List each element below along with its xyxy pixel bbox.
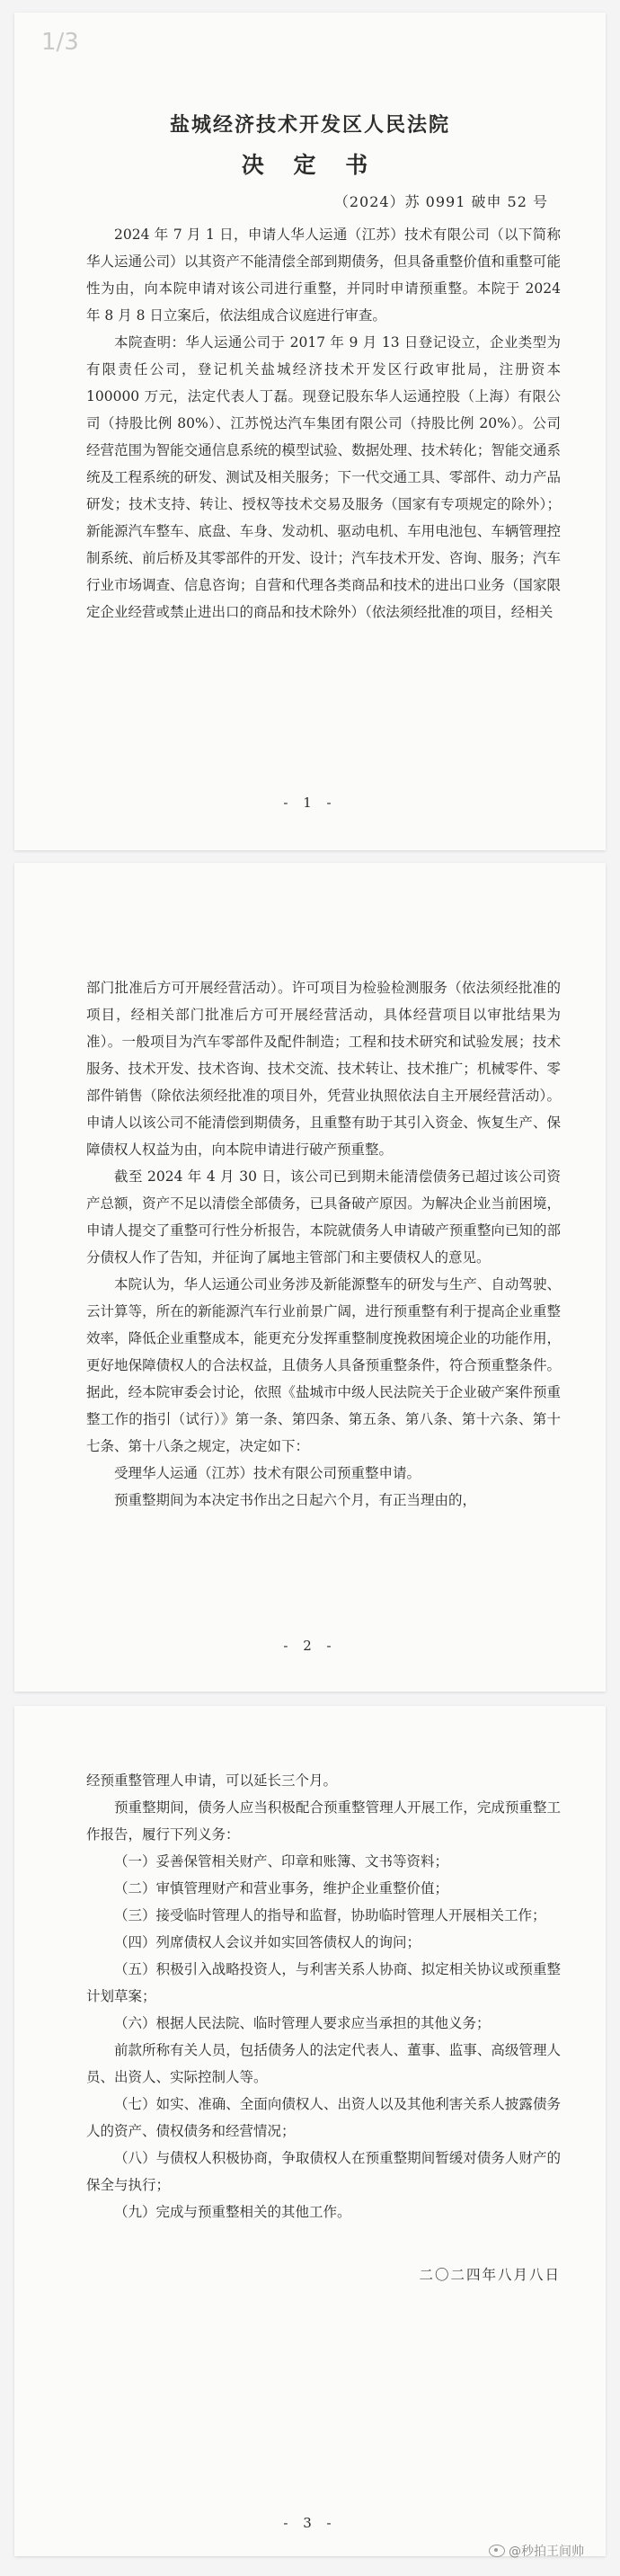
document-title: 决 定 书 xyxy=(241,152,379,178)
list-item: （一）妥善保管相关财产、印章和账簿、文书等资料； xyxy=(114,1853,449,1870)
paragraph: 本院认为，华人运通公司业务涉及新能源整车的研发与生产、自动驾驶、云计算等，所在的新能源汽车行业前景广阔，进行预重整有利于提高企业重整效率，降低企业重整成本，能更充分发挥重整制度挽救困境企业的功能作用，更好地保障债权人的合法权益，且债务人具备预重整条件，符合预重整条件。据此，经本院审委会讨论，依照《盐城市中级人民法院关于企业破产案件预重整工作的指引（试行）》第一条、第四条、第五条、第八条、第十六条、第十七条、第十八条之规定，决定如下： xyxy=(86,1276,561,1454)
weibo-icon xyxy=(489,2545,505,2557)
page-number: - 2 - xyxy=(283,1638,337,1654)
paragraph: 预重整期间，债务人应当积极配合预重整管理人开展工作，完成预重整工作报告，履行下列义务： xyxy=(86,1799,561,1843)
paragraph: 预重整期间为本决定书作出之日起六个月，有正当理由的， xyxy=(114,1492,477,1508)
list-item: （二）审慎管理财产和营业事务，维护企业重整价值； xyxy=(114,1880,449,1896)
list-item: （三）接受临时管理人的指导和监督，协助临时管理人开展相关工作； xyxy=(114,1907,546,1923)
document-page-3 xyxy=(14,1706,606,2556)
case-number: （2024）苏 0991 破申 52 号 xyxy=(333,193,548,210)
list-item: （六）根据人民法院、临时管理人要求应当承担的其他义务； xyxy=(114,2015,491,2031)
paragraph: 受理华人运通（江苏）技术有限公司预重整申请。 xyxy=(114,1465,421,1481)
watermark-text: @秒拍王间帅 xyxy=(509,2545,584,2559)
watermark xyxy=(489,2542,584,2560)
paragraph: 本院查明：华人运通公司于 2017 年 9 月 13 日登记设立，企业类型为有限责任公司，登记机关盐城经济技术开发区行政审批局，注册资本 100000 万元，法定代表人丁磊。现登记股东华人运通控股（上海）有限公司（持股比例 80%）、江苏悦达汽车集团有限公司（持股比例 20%）。公司经营范围为智能交通信息系统的模型试验、数据处理、技术转化；智能交通系统及工程系统的研发、测试及相关服务；下一代交通工具、零部件、动力产品研发；技术支持、转让、授权等技术交易及服务（国家有专项规定的除外）；新能源汽车整车、底盘、车身、发动机、驱动电机、车用电池包、车辆管理控制系统、前后桥及其零部件的开发、设计；汽车技术开发、咨询、服务；汽车行业市场调查、信息咨询；自营和代理各类商品和技术的进出口业务（国家限定企业经营或禁止进出口的商品和技术除外）（依法须经批准的项目，经相关 xyxy=(86,334,561,620)
paragraph: 2024 年 7 月 1 日，申请人华人运通（江苏）技术有限公司（以下简称华人运通公司）以其资产不能清偿全部到期债务，但具备重整价值和重整可能性为由，向本院申请对该公司进行重整，并同时申请预重整。本院于 2024 年 8 月 8 日立案后，依法组成合议庭进行审查。 xyxy=(86,227,561,324)
paragraph: 前款所称有关人员，包括债务人的法定代表人、董事、监事、高级管理人员、出资人、实际控制人等。 xyxy=(86,2042,561,2085)
paragraph: 经预重整管理人申请，可以延长三个月。 xyxy=(86,1772,338,1789)
page-number: - 3 - xyxy=(283,2515,337,2531)
page-2-body xyxy=(86,974,561,1514)
paragraph: 部门批准后方可开展经营活动）。许可项目为检验检测服务（依法须经批准的项目，经相关部门批准后方可开展经营活动，具体经营项目以审批结果为准）。一般项目为汽车零部件及配件制造；工程和技术研究和试验发展；技术服务、技术开发、技术咨询、技术交流、技术转让、技术推广；机械零件、零部件销售（除依法须经批准的项目外，凭营业执照依法自主开展经营活动）。申请人以该公司不能清偿到期债务，且重整有助于其引入资金、恢复生产、保障债权人权益为由，向本院申请进行破产预重整。 xyxy=(86,980,561,1158)
page-3-body xyxy=(86,1767,561,2288)
paragraph: 截至 2024 年 4 月 30 日，该公司已到期未能清偿债务已超过该公司资产总额，资产不足以清偿全部债务，已具备破产原因。为解决企业当前困境，申请人提交了重整可行性分析报告，本院就债务人申请破产预重整向已知的部分债权人作了告知，并征询了属地主管部门和主要债权人的意见。 xyxy=(86,1168,561,1266)
page-counter: 1/3 xyxy=(41,29,79,56)
list-item: （九）完成与预重整相关的其他工作。 xyxy=(114,2204,351,2220)
page-1-body xyxy=(86,221,561,626)
page-number: - 1 - xyxy=(283,795,337,811)
document-page-1 xyxy=(14,13,606,850)
decision-date: 二〇二四年八月八日 xyxy=(419,2267,561,2283)
list-item: （七）如实、准确、全面向债权人、出资人以及其他利害关系人披露债务人的资产、债权债务和经营情况； xyxy=(86,2096,561,2139)
list-item: （五）积极引入战略投资人，与利害关系人协商、拟定相关协议或预重整计划草案； xyxy=(86,1961,561,2004)
document-page-2 xyxy=(14,863,606,1692)
court-name: 盐城经济技术开发区人民法院 xyxy=(169,114,450,137)
list-item: （四）列席债权人会议并如实回答债权人的询问； xyxy=(114,1934,421,1950)
list-item: （八）与债权人积极协商，争取债权人在预重整期间暂缓对债务人财产的保全与执行； xyxy=(86,2150,561,2193)
